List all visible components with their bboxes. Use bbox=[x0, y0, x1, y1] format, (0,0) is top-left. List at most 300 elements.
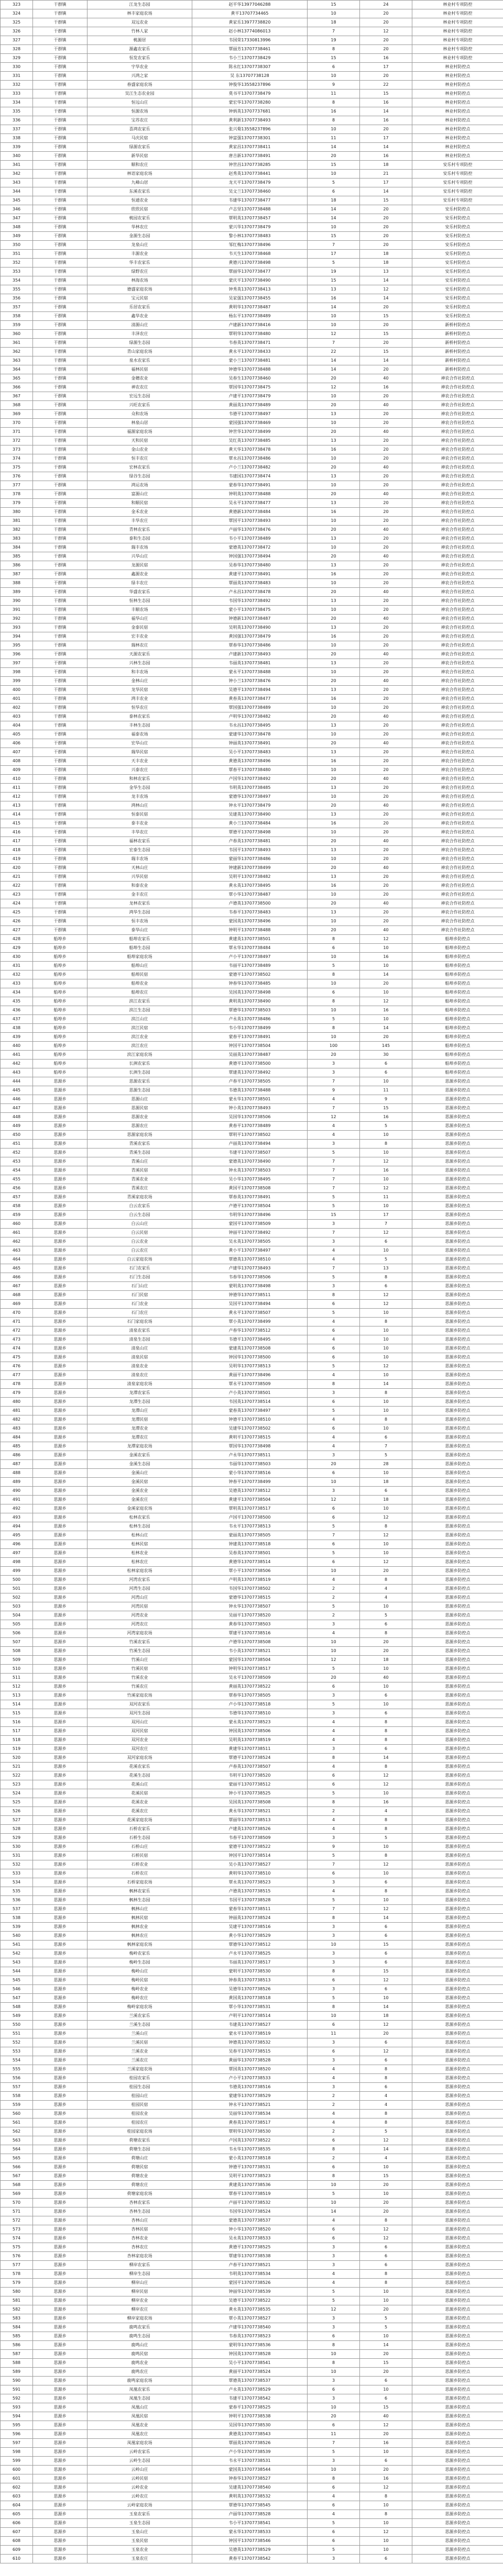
program-cell: 船埠乡防控点 bbox=[412, 988, 503, 997]
count-a-cell: 5 bbox=[308, 962, 360, 971]
row-index: 361 bbox=[1, 339, 33, 348]
site-name-cell: 兰溪生态园 bbox=[88, 2021, 192, 2029]
count-a-cell: 10 bbox=[308, 1033, 360, 1042]
township-cell: 思源乡 bbox=[33, 2172, 88, 2181]
row-index: 429 bbox=[1, 944, 33, 953]
count-a-cell: 3 bbox=[308, 2083, 360, 2092]
count-b-cell: 40 bbox=[360, 864, 412, 873]
table-row bbox=[1, 187, 503, 196]
township-cell: 思源乡 bbox=[33, 1798, 88, 1807]
contact-cell: 蒙春平13707738525 bbox=[192, 2403, 308, 2412]
count-b-cell: 13 bbox=[360, 267, 412, 276]
contact-cell: 黄平13707734465 bbox=[192, 9, 308, 18]
count-b-cell: 20 bbox=[360, 2430, 412, 2439]
contact-cell: 赵平华13977046288 bbox=[192, 1, 308, 9]
count-a-cell: 14 bbox=[308, 143, 360, 152]
township-cell: 思源乡 bbox=[33, 1309, 88, 1318]
township-cell: 干群镇 bbox=[33, 107, 88, 116]
site-name-cell: 泰丰农业 bbox=[88, 819, 192, 828]
count-a-cell: 5 bbox=[308, 2296, 360, 2305]
table-row bbox=[1, 143, 503, 152]
township-cell: 干群镇 bbox=[33, 721, 88, 730]
township-cell: 干群镇 bbox=[33, 490, 88, 499]
count-a-cell: 20 bbox=[308, 926, 360, 935]
township-cell: 船埠乡 bbox=[33, 1060, 88, 1068]
count-a-cell: 10 bbox=[308, 543, 360, 552]
table-row bbox=[1, 1932, 503, 1941]
site-name-cell: 杏林生态园 bbox=[88, 2207, 192, 2216]
row-index: 528 bbox=[1, 1825, 33, 1834]
row-index: 334 bbox=[1, 98, 33, 107]
site-name-cell: 龙潭家庭农场 bbox=[88, 1442, 192, 1451]
program-cell: 安乐村防控点 bbox=[412, 276, 503, 285]
program-cell: 思源乡防控点 bbox=[412, 1540, 503, 1549]
site-name-cell: 天和民宿 bbox=[88, 437, 192, 445]
township-cell: 干群镇 bbox=[33, 348, 88, 356]
count-a-cell: 4 bbox=[308, 1718, 360, 1727]
row-index: 601 bbox=[1, 2474, 33, 2483]
township-cell: 思源乡 bbox=[33, 2314, 88, 2323]
contact-cell: 黄明华13707738510 bbox=[192, 1869, 308, 1878]
site-name-cell: 石桥民宿 bbox=[88, 1852, 192, 1860]
site-name-cell: 兰溪民宿 bbox=[88, 2038, 192, 2047]
count-b-cell: 12 bbox=[360, 1300, 412, 1309]
count-a-cell: 5 bbox=[308, 1700, 360, 1709]
site-name-cell: 和泰农业 bbox=[88, 882, 192, 890]
table-row bbox=[1, 712, 503, 721]
table-row bbox=[1, 695, 503, 704]
count-a-cell: 5 bbox=[308, 1665, 360, 1674]
township-cell: 思源乡 bbox=[33, 1718, 88, 1727]
township-cell: 干群镇 bbox=[33, 463, 88, 472]
contact-cell: 吴国英13707738498 bbox=[192, 988, 308, 997]
program-cell: 思源乡防控点 bbox=[412, 2305, 503, 2314]
contact-cell: 黄永英13707738495 bbox=[192, 882, 308, 890]
program-cell: 思源乡防控点 bbox=[412, 1389, 503, 1398]
count-a-cell: 11 bbox=[308, 2029, 360, 2038]
contact-cell: 黄明华13707738487 bbox=[192, 303, 308, 312]
contact-cell: 覃德华13707738545 bbox=[192, 2501, 308, 2510]
program-cell: 思源乡防控点 bbox=[412, 1941, 503, 1949]
contact-cell: 吴春英13707738501 bbox=[192, 1549, 308, 1558]
table-row bbox=[1, 196, 503, 205]
township-cell: 思源乡 bbox=[33, 1593, 88, 1602]
contact-cell: 卢志坚13707738488 bbox=[192, 205, 308, 214]
contact-cell: 钟国强13707738494 bbox=[192, 552, 308, 561]
site-name-cell: 荷塘家庭农场 bbox=[88, 2190, 192, 2199]
contact-cell: 钟春华13707738527 bbox=[192, 2474, 308, 2483]
table-row bbox=[1, 1682, 503, 1691]
site-name-cell: 杏林家庭农场 bbox=[88, 2252, 192, 2261]
table-row bbox=[1, 2368, 503, 2377]
count-b-cell: 14 bbox=[360, 1380, 412, 1389]
township-cell: 思源乡 bbox=[33, 2359, 88, 2368]
site-name-cell: 梅岭家庭农场 bbox=[88, 2003, 192, 2012]
count-a-cell: 6 bbox=[308, 1424, 360, 1433]
program-cell: 神农合作社防控点 bbox=[412, 543, 503, 552]
program-cell: 思源乡防控点 bbox=[412, 1620, 503, 1629]
row-index: 434 bbox=[1, 988, 33, 997]
site-name-cell: 思源山庄 bbox=[88, 1095, 192, 1104]
site-name-cell: 桂园农家乐 bbox=[88, 2074, 192, 2083]
township-cell: 思源乡 bbox=[33, 1291, 88, 1300]
count-b-cell: 15 bbox=[360, 312, 412, 321]
site-name-cell: 石桥山庄 bbox=[88, 1843, 192, 1852]
row-index: 587 bbox=[1, 2350, 33, 2359]
township-cell: 干群镇 bbox=[33, 232, 88, 241]
table-row bbox=[1, 962, 503, 971]
count-a-cell: 10 bbox=[308, 392, 360, 401]
township-cell: 干群镇 bbox=[33, 143, 88, 152]
program-cell: 安乐村防控点 bbox=[412, 312, 503, 321]
count-b-cell: 12 bbox=[360, 1513, 412, 1522]
row-index: 548 bbox=[1, 2003, 33, 2012]
site-name-cell: 滨江生态园 bbox=[88, 1006, 192, 1015]
site-name-cell: 双河生态园 bbox=[88, 1709, 192, 1718]
township-cell: 干群镇 bbox=[33, 810, 88, 819]
row-index: 463 bbox=[1, 1246, 33, 1255]
township-cell: 干群镇 bbox=[33, 570, 88, 579]
site-name-cell: 花溪山庄 bbox=[88, 1780, 192, 1789]
program-cell: 思源乡防控点 bbox=[412, 1335, 503, 1344]
program-cell: 安乐村防控点 bbox=[412, 232, 503, 241]
row-index: 582 bbox=[1, 2305, 33, 2314]
site-name-cell: 和顺民宿 bbox=[88, 499, 192, 508]
site-name-cell: 福泰农场 bbox=[88, 730, 192, 739]
contact-cell: 蒙兴华13707738479 bbox=[192, 223, 308, 232]
site-name-cell: 竹溪农家乐 bbox=[88, 1638, 192, 1647]
site-name-cell: 枫林家庭农场 bbox=[88, 1941, 192, 1949]
table-row bbox=[1, 2439, 503, 2448]
count-a-cell: 13 bbox=[308, 748, 360, 757]
site-name-cell: 宝元民宿 bbox=[88, 294, 192, 303]
count-a-cell: 3 bbox=[308, 2038, 360, 2047]
contact-cell: 黄德平13707738500 bbox=[192, 1060, 308, 1068]
count-b-cell: 20 bbox=[360, 917, 412, 926]
site-name-cell: 桂园家庭农场 bbox=[88, 2127, 192, 2136]
site-name-cell: 双河山庄 bbox=[88, 1718, 192, 1727]
township-cell: 思源乡 bbox=[33, 1335, 88, 1344]
count-a-cell: 16 bbox=[308, 695, 360, 704]
site-name-cell: 瑞丰农场 bbox=[88, 855, 192, 864]
count-a-cell: 20 bbox=[308, 1051, 360, 1060]
count-a-cell: 16 bbox=[308, 508, 360, 517]
site-name-cell: 白云生态园 bbox=[88, 1211, 192, 1220]
contact-cell: 黄德英13707738496 bbox=[192, 757, 308, 766]
contact-cell: 覃德英13707738510 bbox=[192, 1255, 308, 1264]
count-a-cell: 4 bbox=[308, 2270, 360, 2279]
count-a-cell: 12 bbox=[308, 1656, 360, 1665]
township-cell: 干群镇 bbox=[33, 285, 88, 294]
township-cell: 思源乡 bbox=[33, 2261, 88, 2270]
count-b-cell: 18 bbox=[360, 259, 412, 267]
table-row bbox=[1, 2092, 503, 2101]
count-b-cell: 6 bbox=[360, 2394, 412, 2403]
township-cell: 思源乡 bbox=[33, 1958, 88, 1967]
contact-cell: 吴永平13707738509 bbox=[192, 1674, 308, 1682]
site-name-cell: 荷塘农庄 bbox=[88, 2181, 192, 2190]
count-b-cell: 20 bbox=[360, 9, 412, 18]
contact-cell: 黄家昌13707738411 bbox=[192, 143, 308, 152]
site-name-cell: 恒远山庄 bbox=[88, 98, 192, 107]
site-name-cell: 河湾农业 bbox=[88, 1611, 192, 1620]
table-row bbox=[1, 27, 503, 36]
table-row bbox=[1, 1771, 503, 1780]
count-b-cell: 40 bbox=[360, 2412, 412, 2421]
contact-cell: 黄明平13707738515 bbox=[192, 1433, 308, 1442]
count-a-cell: 4 bbox=[308, 1122, 360, 1131]
site-name-cell: 清泉农家乐 bbox=[88, 1326, 192, 1335]
row-index: 459 bbox=[1, 1211, 33, 1220]
count-a-cell: 20 bbox=[308, 650, 360, 659]
count-b-cell: 16 bbox=[360, 2474, 412, 2483]
count-b-cell: 6 bbox=[360, 1709, 412, 1718]
site-name-cell: 滨江家庭农场 bbox=[88, 1051, 192, 1060]
row-index: 593 bbox=[1, 2403, 33, 2412]
row-index: 412 bbox=[1, 793, 33, 801]
program-cell: 船埠乡防控点 bbox=[412, 971, 503, 979]
contact-cell: 卢永昌13707738478 bbox=[192, 588, 308, 597]
count-a-cell: 8 bbox=[308, 2003, 360, 2012]
program-cell: 思源乡防控点 bbox=[412, 2190, 503, 2199]
contact-cell: 钟国英13707738506 bbox=[192, 1727, 308, 1736]
row-index: 514 bbox=[1, 1700, 33, 1709]
site-name-cell: 船埠家庭农场 bbox=[88, 953, 192, 962]
row-index: 339 bbox=[1, 143, 33, 152]
count-a-cell: 16 bbox=[308, 107, 360, 116]
program-cell: 思源乡防控点 bbox=[412, 1567, 503, 1576]
contact-cell: 黄明英13707738490 bbox=[192, 997, 308, 1006]
table-row bbox=[1, 250, 503, 259]
count-b-cell: 20 bbox=[360, 2207, 412, 2216]
count-a-cell: 10 bbox=[308, 2368, 360, 2377]
site-name-cell: 白云民宿 bbox=[88, 1229, 192, 1237]
program-cell: 思源乡防控点 bbox=[412, 2430, 503, 2439]
count-b-cell: 14 bbox=[360, 971, 412, 979]
count-b-cell: 40 bbox=[360, 677, 412, 686]
count-a-cell: 13 bbox=[308, 659, 360, 668]
program-cell: 安乐村防控点 bbox=[412, 267, 503, 276]
table-row bbox=[1, 2555, 503, 2563]
township-cell: 干群镇 bbox=[33, 712, 88, 721]
count-b-cell: 10 bbox=[360, 2519, 412, 2528]
count-a-cell: 14 bbox=[308, 214, 360, 223]
row-index: 530 bbox=[1, 1843, 33, 1852]
program-cell: 神农合作社防控点 bbox=[412, 712, 503, 721]
count-a-cell: 6 bbox=[308, 2332, 360, 2341]
count-b-cell: 10 bbox=[360, 2332, 412, 2341]
program-cell: 林业村专项防控 bbox=[412, 36, 503, 45]
site-name-cell: 金溪生态园 bbox=[88, 1460, 192, 1469]
count-a-cell: 20 bbox=[308, 152, 360, 161]
count-b-cell: 20 bbox=[360, 2368, 412, 2377]
site-name-cell: 青溪农家乐 bbox=[88, 1140, 192, 1148]
count-b-cell: 5 bbox=[360, 1611, 412, 1620]
count-b-cell: 20 bbox=[360, 223, 412, 232]
row-index: 572 bbox=[1, 2216, 33, 2225]
township-cell: 思源乡 bbox=[33, 2368, 88, 2377]
count-a-cell: 10 bbox=[308, 2350, 360, 2359]
program-cell: 神农合作社防控点 bbox=[412, 748, 503, 757]
count-b-cell: 5 bbox=[360, 1255, 412, 1264]
table-row bbox=[1, 1754, 503, 1763]
program-cell: 思源乡防控点 bbox=[412, 1077, 503, 1086]
program-cell: 神农合作社防控点 bbox=[412, 695, 503, 704]
count-a-cell: 10 bbox=[308, 517, 360, 526]
township-cell: 干群镇 bbox=[33, 401, 88, 410]
contact-cell: 韦春华13707738506 bbox=[192, 1273, 308, 1282]
program-cell: 思源乡防控点 bbox=[412, 1914, 503, 1923]
row-index: 575 bbox=[1, 2243, 33, 2252]
table-row bbox=[1, 855, 503, 864]
township-cell: 思源乡 bbox=[33, 1140, 88, 1148]
table-row bbox=[1, 1291, 503, 1300]
program-cell: 思源乡防控点 bbox=[412, 1237, 503, 1246]
table-row bbox=[1, 543, 503, 552]
program-cell: 思源乡防控点 bbox=[412, 2110, 503, 2118]
count-a-cell: 9 bbox=[308, 1086, 360, 1095]
count-a-cell: 20 bbox=[308, 2412, 360, 2421]
count-a-cell: 10 bbox=[308, 170, 360, 179]
program-cell: 思源乡防控点 bbox=[412, 2038, 503, 2047]
program-cell: 神农合作社防控点 bbox=[412, 908, 503, 917]
site-name-cell: 顺和农庄 bbox=[88, 161, 192, 170]
site-name-cell: 清泉生态园 bbox=[88, 1335, 192, 1344]
count-b-cell: 12 bbox=[360, 935, 412, 944]
contact-cell: 蒙明平13707738530 bbox=[192, 1967, 308, 1976]
program-cell: 思源乡防控点 bbox=[412, 1211, 503, 1220]
count-b-cell: 12 bbox=[360, 1229, 412, 1237]
township-cell: 思源乡 bbox=[33, 1415, 88, 1424]
contact-cell: 蒙德平13707738502 bbox=[192, 971, 308, 979]
count-b-cell: 18 bbox=[360, 1496, 412, 1504]
program-cell: 神农合作社防控点 bbox=[412, 490, 503, 499]
count-a-cell: 10 bbox=[308, 606, 360, 615]
count-b-cell: 5 bbox=[360, 2323, 412, 2332]
row-index: 391 bbox=[1, 606, 33, 615]
program-cell: 思源乡防控点 bbox=[412, 1318, 503, 1326]
site-name-cell: 枫林农庄 bbox=[88, 1932, 192, 1941]
count-b-cell: 20 bbox=[360, 641, 412, 650]
count-a-cell: 3 bbox=[308, 2323, 360, 2332]
row-index: 430 bbox=[1, 953, 33, 962]
site-name-cell: 天源农家乐 bbox=[88, 650, 192, 659]
row-index: 447 bbox=[1, 1104, 33, 1113]
table-row bbox=[1, 730, 503, 739]
table-row bbox=[1, 2510, 503, 2519]
table-row bbox=[1, 837, 503, 846]
row-index: 441 bbox=[1, 1051, 33, 1060]
row-index: 395 bbox=[1, 641, 33, 650]
table-row bbox=[1, 2065, 503, 2074]
table-row bbox=[1, 2270, 503, 2279]
table-row bbox=[1, 1415, 503, 1424]
count-b-cell: 10 bbox=[360, 1994, 412, 2003]
township-cell: 干群镇 bbox=[33, 445, 88, 454]
site-name-cell: 青溪民宿 bbox=[88, 1166, 192, 1175]
program-cell: 思源乡防控点 bbox=[412, 1291, 503, 1300]
contact-cell: 钟秀英13707738413 bbox=[192, 285, 308, 294]
contact-cell: 吴建平13707738516 bbox=[192, 1923, 308, 1932]
row-index: 415 bbox=[1, 819, 33, 828]
township-cell: 思源乡 bbox=[33, 1976, 88, 1985]
site-name-cell: 绿丰农庄 bbox=[88, 579, 192, 588]
count-a-cell: 2 bbox=[308, 1585, 360, 1593]
program-cell: 思源乡防控点 bbox=[412, 2270, 503, 2279]
table-row bbox=[1, 1015, 503, 1024]
row-index: 473 bbox=[1, 1335, 33, 1344]
row-index: 414 bbox=[1, 810, 33, 819]
table-row bbox=[1, 2528, 503, 2537]
township-cell: 思源乡 bbox=[33, 2466, 88, 2474]
township-cell: 思源乡 bbox=[33, 2377, 88, 2385]
count-a-cell: 10 bbox=[308, 668, 360, 677]
contact-cell: 蒙春平13707738491 bbox=[192, 1033, 308, 1042]
row-index: 351 bbox=[1, 250, 33, 259]
site-name-cell: 松林家庭农场 bbox=[88, 1567, 192, 1576]
township-cell: 思源乡 bbox=[33, 1763, 88, 1771]
contact-cell: 蒙明英13707738498 bbox=[192, 1282, 308, 1291]
contact-cell: 韦丽平13707738489 bbox=[192, 962, 308, 971]
count-b-cell: 10 bbox=[360, 2546, 412, 2555]
count-b-cell: 20 bbox=[360, 517, 412, 526]
program-cell: 新桥村防控点 bbox=[412, 356, 503, 365]
township-cell: 干群镇 bbox=[33, 223, 88, 232]
program-cell: 思源乡防控点 bbox=[412, 2279, 503, 2288]
program-cell: 思源乡防控点 bbox=[412, 2314, 503, 2323]
program-cell: 船埠乡防控点 bbox=[412, 953, 503, 962]
row-index: 512 bbox=[1, 1682, 33, 1691]
count-a-cell: 10 bbox=[308, 2466, 360, 2474]
contact-cell: 钟小华13707738520 bbox=[192, 2225, 308, 2234]
contact-cell: 覃国英13707738520 bbox=[192, 2065, 308, 2074]
contact-cell: 蒙小英13707738518 bbox=[192, 2154, 308, 2163]
contact-cell: 钟国平13707738514 bbox=[192, 1852, 308, 1860]
township-cell: 思源乡 bbox=[33, 1460, 88, 1469]
program-cell: 神农合作社防控点 bbox=[412, 739, 503, 748]
program-cell: 思源乡防控点 bbox=[412, 1282, 503, 1291]
table-row bbox=[1, 819, 503, 828]
township-cell: 思源乡 bbox=[33, 2332, 88, 2341]
count-b-cell: 20 bbox=[360, 659, 412, 668]
row-index: 345 bbox=[1, 196, 33, 205]
program-cell: 思源乡防控点 bbox=[412, 2234, 503, 2243]
count-a-cell: 5 bbox=[308, 2190, 360, 2199]
count-a-cell: 20 bbox=[308, 775, 360, 784]
row-index: 357 bbox=[1, 303, 33, 312]
contact-cell: 覃德平13707738498 bbox=[192, 828, 308, 837]
table-row bbox=[1, 1380, 503, 1389]
contact-cell: 黄利新13707738493 bbox=[192, 116, 308, 125]
count-a-cell: 8 bbox=[308, 2341, 360, 2350]
site-name-cell: 金源生态园 bbox=[88, 232, 192, 241]
table-row bbox=[1, 1300, 503, 1309]
program-cell: 思源乡防控点 bbox=[412, 2296, 503, 2305]
program-cell: 思源乡防控点 bbox=[412, 1869, 503, 1878]
township-cell: 干群镇 bbox=[33, 615, 88, 623]
township-cell: 干群镇 bbox=[33, 410, 88, 419]
program-cell: 思源乡防控点 bbox=[412, 1086, 503, 1095]
table-row bbox=[1, 1504, 503, 1513]
row-index: 380 bbox=[1, 508, 33, 517]
contact-cell: 韦国平13707738528 bbox=[192, 1896, 308, 1905]
table-row bbox=[1, 2341, 503, 2350]
program-cell: 思源乡防控点 bbox=[412, 1157, 503, 1166]
site-name-cell: 华盛农家乐 bbox=[88, 588, 192, 597]
row-index: 588 bbox=[1, 2359, 33, 2368]
row-index: 583 bbox=[1, 2314, 33, 2323]
table-row bbox=[1, 1976, 503, 1985]
